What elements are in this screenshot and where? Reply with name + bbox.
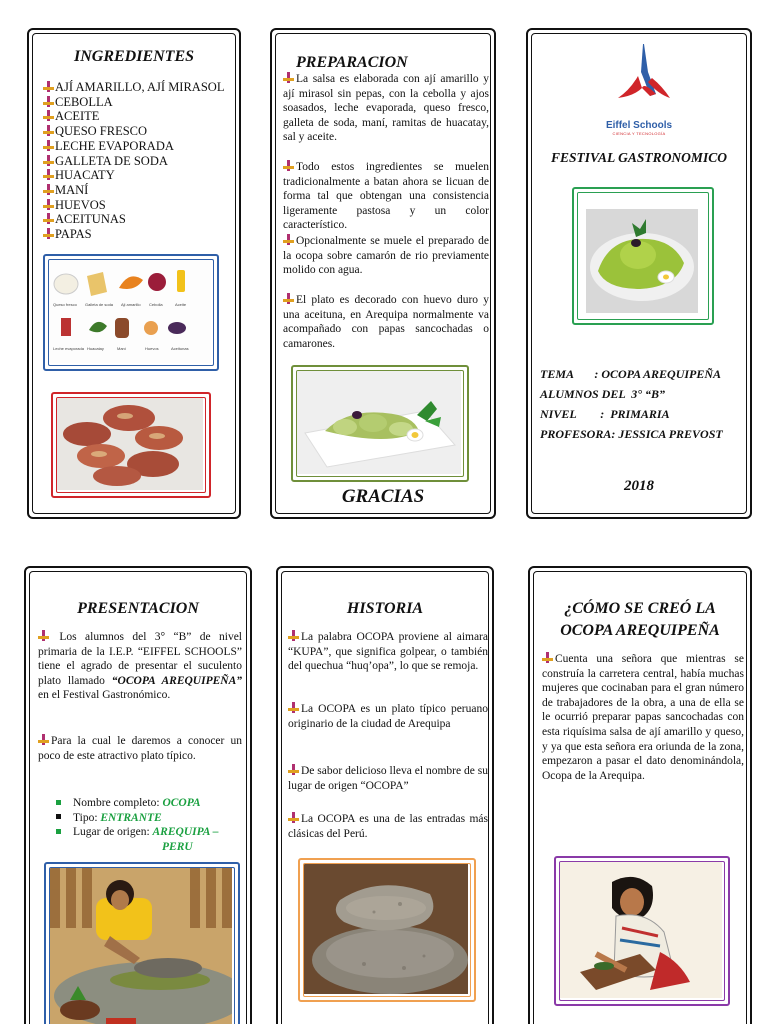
woman-grinding-photo-frame [554,856,730,1006]
brand-name: Eiffel Schools [605,120,673,131]
bullet-icon [43,140,54,151]
bullet-icon [38,630,49,641]
cover-photo [577,192,709,320]
potatoes-photo [56,397,206,493]
historia-paragraph-2: La OCOPA es un plato típico peruano originario de la ciudad de Arequipa [288,703,488,730]
bullet-icon [43,228,54,239]
cover-photo-frame [572,187,714,325]
ingredients-photo-frame [43,254,219,371]
panel-historia [276,566,494,1024]
fact-origen: Lugar de origen: AREQUIPA – [50,825,218,840]
potatoes-photo-frame [51,392,211,498]
green-square-bullet-icon [56,829,61,834]
brand-tagline: CIENCIA Y TECNOLOGÍA [612,131,666,136]
caption-huacatay: Huacatay [87,346,104,351]
green-square-bullet-icon [56,800,61,805]
caption-aceitunas: Aceitunas [171,346,189,351]
historia-paragraph-3: De sabor delicioso lleva el nombre de su lugar de origen “OCOPA” [288,765,488,792]
bullet-icon [283,234,294,245]
caption-mani: Maní [117,346,126,351]
ingredient-item: HUACATY [43,168,224,183]
preparacion-title: PREPARACION [296,54,408,71]
ingredient-item: ACEITUNAS [43,212,224,227]
bullet-icon [288,812,299,823]
presentacion-paragraph-2: Para la cual le daremos a conocer un poco de este atractivo plato típico. [38,735,242,762]
ingredient-item: PAPAS [43,227,224,242]
bullet-icon [283,160,294,171]
black-square-bullet-icon [56,814,61,819]
nivel-line: NIVEL : PRIMARIA [540,407,670,421]
ingredient-item: HUEVOS [43,198,224,213]
caption-aji: Aji amarillo [121,302,141,307]
batan-stone-illustration [304,864,468,994]
fact-origen-cont: PERU [162,840,193,853]
batan-photo-frame [44,862,240,1024]
prep-paragraph-2: Todo estos ingredientes se muelen tradicionalmente a batan ahora se licuan de forma tal que obtengan una consistencia ligeramente pastosa y un color característico. [283,161,489,232]
batan-stone-photo [303,863,471,997]
como-title-line2: OCOPA AREQUIPEÑA [560,622,720,639]
year-text: 2018 [624,478,654,494]
ocopa-plate-illustration [297,371,461,474]
caption-huevos: Huevos [145,346,159,351]
ingredient-item: CEBOLLA [43,95,224,110]
gracias-text: GRACIAS [341,486,425,507]
alumnos-line: ALUMNOS DEL 3° “B” [540,387,666,401]
ingredient-item: AJÍ AMARILLO, AJÍ MIRASOL [43,80,224,95]
bullet-icon [288,702,299,713]
profesora-line: PROFESORA: JESSICA PREVOST [540,427,723,441]
ingredient-item: GALLETA DE SODA [43,154,224,169]
bullet-icon [43,199,54,210]
bullet-icon [38,734,49,745]
ingredients-photo [48,259,214,366]
ocopa-plate-photo-frame [291,365,469,482]
caption-queso: Queso fresco [53,302,77,307]
bullet-icon [283,293,294,304]
ingredientes-title: INGREDIENTES [73,48,195,65]
presentacion-paragraph-1: Los alumnos del 3° “B” de nivel primaria de la I.E.P. “EIFFEL SCHOOLS” tiene el agrado de presentar el suculento plato llamado “OCOPA AREQUIPEÑA” en el Festival Gastronómico. [38,631,242,702]
fact-tipo: Tipo: ENTRANTE [50,811,218,826]
caption-cebolla: Cebolla [149,302,163,307]
batan-woman-illustration [50,868,232,1024]
ingredient-item: LECHE EVAPORADA [43,139,224,154]
panel-como-se-creo [528,566,752,1024]
bullet-icon [43,169,54,180]
bullet-icon [43,213,54,224]
caption-leche: Leche evaporada [53,346,84,351]
festival-title: FESTIVAL GASTRONOMICO [551,150,727,165]
fact-nombre: Nombre completo: OCOPA [50,796,218,811]
tema-line: TEMA : OCOPA AREQUIPEÑA [540,367,722,381]
historia-title: HISTORIA [346,600,424,617]
como-paragraph: Cuenta una señora que mientras se construía la carretera central, había muchas mujeres que cocinaban para el gran número de trabajadores de la obra, a una de ella se le ocurrió preparar papas sancochadas con esta riquísima salsa de ají amarillo y queso, y ya que esta señora era oriunda de la zona, empezaron a pasar el dato denominándola, Ocopa de la Arequipa. [542,653,744,782]
bullet-icon [283,72,294,83]
potatoes-illustration [57,398,203,490]
historia-paragraph-4: La OCOPA es una de las entradas más clásicas del Perú. [288,813,488,840]
panel-ingredientes [27,28,241,519]
ocopa-plate-photo [296,370,464,477]
caption-aceite: Aceite [175,302,187,307]
bullet-icon [288,764,299,775]
batan-woman-photo [49,867,235,1024]
ocopa-emphasis: “OCOPA AREQUIPEÑA” [111,674,242,687]
prep-paragraph-1: La salsa es elaborada con ají amarillo y ají mirasol sin pepas, con la cebolla y ajos soasados, leche evaporada, queso fresco, galleta de soda, maní, ramitas de huacatay, sal y aceite. [283,73,489,144]
ingredient-item: MANÍ [43,183,224,198]
caption-galleta: Galleta de soda [85,302,114,307]
bullet-icon [43,184,54,195]
woman-grinding-illustration [560,862,722,998]
panel-portada [526,28,752,519]
prep-paragraph-3: Opcionalmente se muele el preparado de la ocopa sobre camarón de rio previamente molido con agua. [283,235,489,277]
ocopa-cover-illustration [578,193,706,317]
panel-presentacion [24,566,252,1024]
ingredient-list [43,80,224,242]
bullet-icon [43,96,54,107]
prep-paragraph-4: El plato es decorado con huevo duro y una aceituna, en Arequipa normalmente va acompañado con papas sancochadas o camarones. [283,294,489,350]
eiffel-tower-logo-icon [608,42,678,108]
historia-paragraph-1: La palabra OCOPA proviene al aimara “KUPA”, que significa golpear, o también del quechua “huq’opa”, lo que se remoja. [288,631,488,673]
bullet-icon [542,652,553,663]
batan-stone-photo-frame [298,858,476,1002]
facts-list [50,796,218,854]
woman-grinding-photo [559,861,725,1001]
bullet-icon [288,630,299,641]
bullet-icon [43,125,54,136]
ingredient-item: ACEITE [43,109,224,124]
como-title-line1: ¿CÓMO SE CREÓ LA [564,600,716,617]
bullet-icon [43,110,54,121]
bullet-icon [43,155,54,166]
panel-preparacion [270,28,496,519]
bullet-icon [43,81,54,92]
ingredient-item: QUESO FRESCO [43,124,224,139]
presentacion-title: PRESENTACION [77,600,199,617]
